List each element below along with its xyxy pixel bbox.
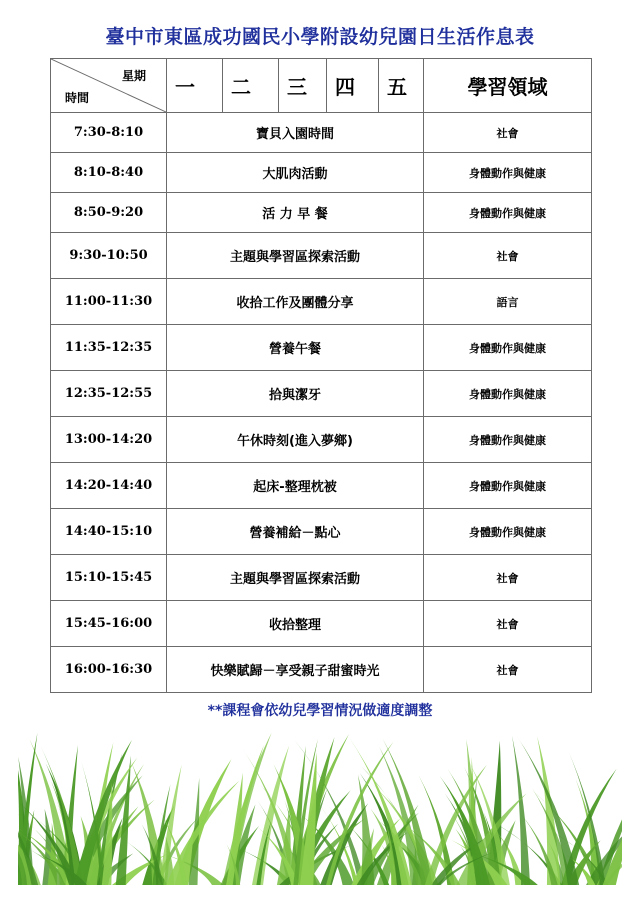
schedule-row — [51, 417, 592, 463]
day-thursday: 四 — [327, 59, 379, 113]
time-cell: 8:50-9:20 — [51, 193, 167, 233]
time-cell: 8:10-8:40 — [51, 153, 167, 193]
activity-cell: 快樂賦歸－享受親子甜蜜時光 — [167, 647, 424, 693]
day-monday: 一 — [167, 59, 223, 113]
week-label: 星期 — [121, 69, 146, 83]
schedule-row — [51, 463, 592, 509]
activity-cell: 拾與潔牙 — [167, 371, 424, 417]
time-label: 時間 — [65, 91, 90, 105]
schedule-row — [51, 325, 592, 371]
time-cell: 7:30-8:10 — [51, 113, 167, 153]
activity-cell: 收拾工作及團體分享 — [167, 279, 424, 325]
time-cell: 15:45-16:00 — [51, 601, 167, 647]
domain-cell: 身體動作與健康 — [424, 193, 592, 233]
domain-cell: 身體動作與健康 — [424, 153, 592, 193]
domain-cell: 身體動作與健康 — [424, 509, 592, 555]
domain-cell: 社會 — [424, 555, 592, 601]
time-cell: 9:30-10:50 — [51, 233, 167, 279]
activity-cell: 起床-整理枕被 — [167, 463, 424, 509]
activity-cell: 寶貝入園時間 — [167, 113, 424, 153]
activity-cell: 營養補給－點心 — [167, 509, 424, 555]
time-cell: 12:35-12:55 — [51, 371, 167, 417]
corner-cell — [51, 59, 167, 113]
schedule-row — [51, 371, 592, 417]
adjustment-note: **課程會依幼兒學習情況做適度調整 — [207, 703, 433, 719]
schedule-row — [51, 555, 592, 601]
schedule-row — [51, 113, 592, 153]
schedule-row — [51, 647, 592, 693]
time-cell: 11:00-11:30 — [51, 279, 167, 325]
day-wednesday: 三 — [279, 59, 327, 113]
time-cell: 14:40-15:10 — [51, 509, 167, 555]
grass-decoration — [18, 725, 622, 885]
page-title: 臺中市東區成功國民小學附設幼兒園日生活作息表 — [105, 26, 535, 48]
activity-cell: 主題與學習區探索活動 — [167, 233, 424, 279]
day-friday: 五 — [379, 59, 424, 113]
schedule-row — [51, 279, 592, 325]
time-cell: 16:00-16:30 — [51, 647, 167, 693]
activity-cell: 午休時刻(進入夢鄉) — [167, 417, 424, 463]
domain-cell: 身體動作與健康 — [424, 463, 592, 509]
time-cell: 11:35-12:35 — [51, 325, 167, 371]
schedule-row — [51, 233, 592, 279]
header-row — [51, 59, 592, 113]
schedule-row — [51, 601, 592, 647]
schedule-row — [51, 193, 592, 233]
domain-cell: 社會 — [424, 113, 592, 153]
domain-cell: 身體動作與健康 — [424, 417, 592, 463]
domain-cell: 社會 — [424, 647, 592, 693]
time-cell: 14:20-14:40 — [51, 463, 167, 509]
time-cell: 15:10-15:45 — [51, 555, 167, 601]
domain-header: 學習領域 — [424, 59, 592, 113]
domain-cell: 語言 — [424, 279, 592, 325]
domain-cell: 社會 — [424, 601, 592, 647]
schedule-row — [51, 509, 592, 555]
activity-cell: 營養午餐 — [167, 325, 424, 371]
activity-cell: 收拾整理 — [167, 601, 424, 647]
schedule-row — [51, 153, 592, 193]
activity-cell: 大肌肉活動 — [167, 153, 424, 193]
activity-cell: 主題與學習區探索活動 — [167, 555, 424, 601]
activity-cell: 活 力 早 餐 — [167, 193, 424, 233]
domain-cell: 身體動作與健康 — [424, 371, 592, 417]
schedule-table — [50, 58, 592, 693]
domain-cell: 社會 — [424, 233, 592, 279]
day-tuesday: 二 — [223, 59, 279, 113]
domain-cell: 身體動作與健康 — [424, 325, 592, 371]
time-cell: 13:00-14:20 — [51, 417, 167, 463]
